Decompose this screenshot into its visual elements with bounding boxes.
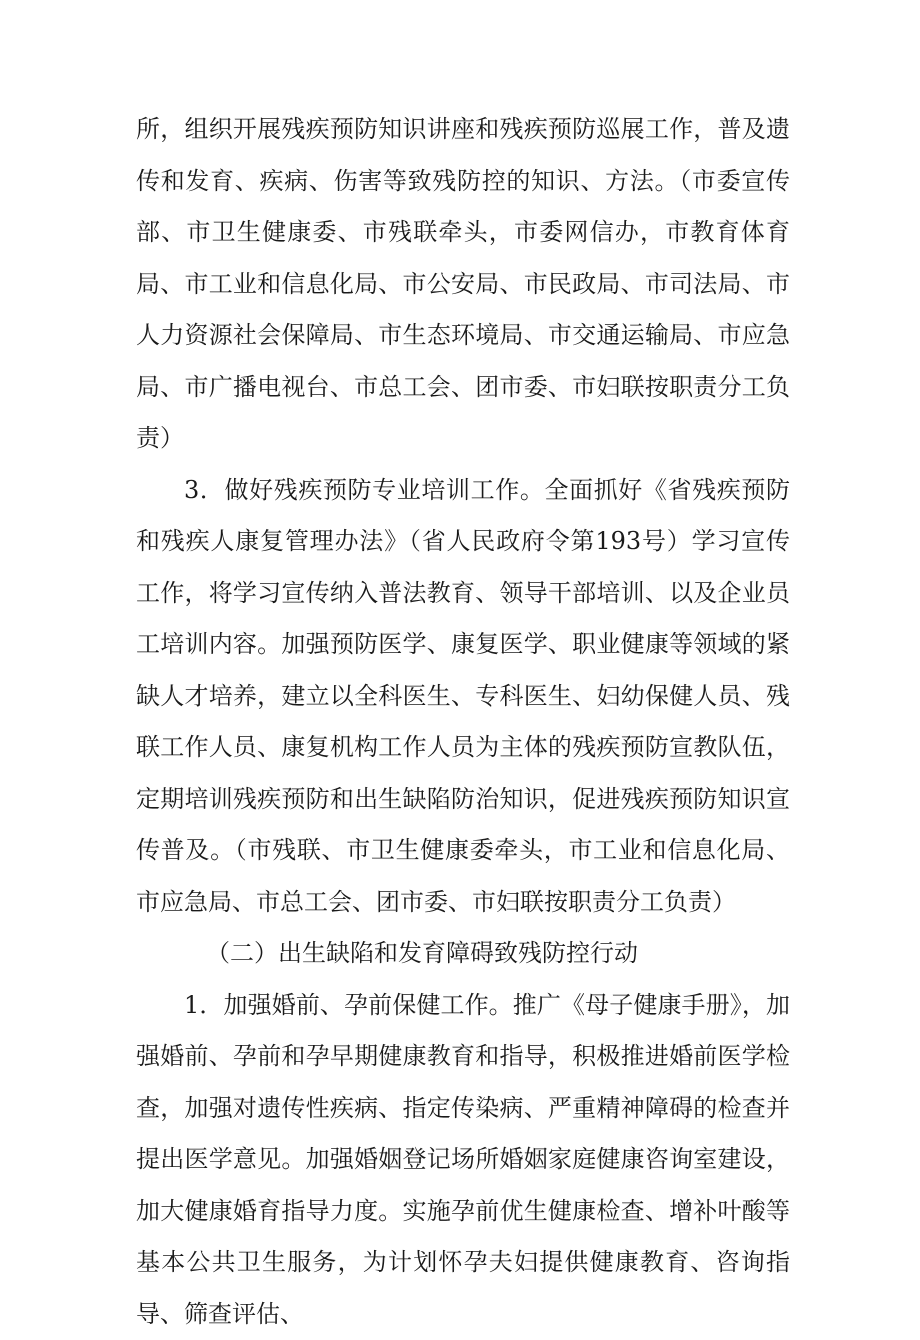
section-heading: （二）出生缺陷和发育障碍致残防控行动 (136, 928, 790, 980)
paragraph-item-1: 1．加强婚前、孕前保健工作。推广《母子健康手册》，加强婚前、孕前和孕早期健康教育和指导，积极推进婚前医学检查，加强对遗传性疾病、指定传染病、严重精神障碍的检查并提出医学意见。加强婚姻登记场所婚姻家庭健康咨询室建设，加大健康婚育指导力度。实施孕前优生健康检查、增补叶酸等基本公共卫生服务，为计划怀孕夫妇提供健康教育、咨询指导、筛查评估、 (136, 980, 790, 1340)
paragraph-item-3: 3．做好残疾预防专业培训工作。全面抓好《省残疾预防和残疾人康复管理办法》（省人民政府令第193号）学习宣传工作，将学习宣传纳入普法教育、领导干部培训、以及企业员工培训内容。加强预防医学、康复医学、职业健康等领域的紧缺人才培养，建立以全科医生、专科医生、妇幼保健人员、残联工作人员、康复机构工作人员为主体的残疾预防宣教队伍，定期培训残疾预防和出生缺陷防治知识，促进残疾预防知识宣传普及。（市残联、市卫生健康委牵头，市工业和信息化局、市应急局、市总工会、团市委、市妇联按职责分工负责） (136, 465, 790, 929)
paragraph-continuation: 所，组织开展残疾预防知识讲座和残疾预防巡展工作，普及遗传和发育、疾病、伤害等致残防控的知识、方法。（市委宣传部、市卫生健康委、市残联牵头，市委网信办，市教育体育局、市工业和信息化局、市公安局、市民政局、市司法局、市人力资源社会保障局、市生态环境局、市交通运输局、市应急局、市广播电视台、市总工会、团市委、市妇联按职责分工负责） (136, 104, 790, 465)
document-body (136, 104, 790, 1340)
